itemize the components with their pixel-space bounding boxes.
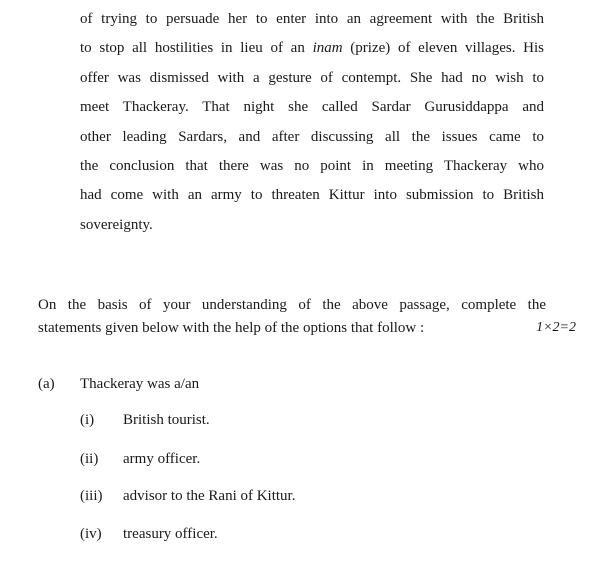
- instruction-line: On the basis of your understanding of the above passage, complete the: [38, 297, 546, 313]
- option-number: (ii): [80, 451, 99, 467]
- passage-line: other leading Sardars, and after discussing all the issues came to: [80, 128, 544, 145]
- passage-line: sovereignty.: [80, 216, 153, 233]
- passage-line: the conclusion that there was no point in meeting Thackeray who: [80, 157, 544, 174]
- option-text: army officer.: [123, 451, 201, 467]
- passage-line: of trying to persuade her to enter into an agreement with the British: [80, 11, 544, 27]
- question-number: (a): [38, 376, 55, 392]
- italic-term: inam: [312, 40, 343, 57]
- passage-line: [80, 37, 544, 66]
- option-number: (i): [80, 412, 95, 428]
- passage-text: [80, 8, 544, 243]
- option-text: treasury officer.: [123, 526, 218, 542]
- question-stem: Thackeray was a/an: [80, 376, 200, 392]
- passage-line-part: (prize) of eleven villages. His: [350, 40, 544, 57]
- marks-label: 1×2=2: [536, 320, 576, 335]
- question-instruction: [38, 294, 546, 340]
- option-text: British tourist.: [123, 412, 210, 428]
- option-text: advisor to the Rani of Kittur.: [123, 488, 296, 504]
- instruction-line: statements given below with the help of the options that follow :: [38, 320, 425, 336]
- option-number: (iii): [80, 488, 103, 504]
- passage-line: meet Thackeray. That night she called Sardar Gurusiddappa and: [80, 99, 544, 116]
- passage-line: had come with an army to threaten Kittur into submission to British: [80, 187, 544, 204]
- passage-line: offer was dismissed with a gesture of contempt. She had no wish to: [80, 69, 544, 86]
- passage-line-part: to stop all hostilities in lieu of an: [80, 40, 305, 57]
- option-number: (iv): [80, 526, 102, 542]
